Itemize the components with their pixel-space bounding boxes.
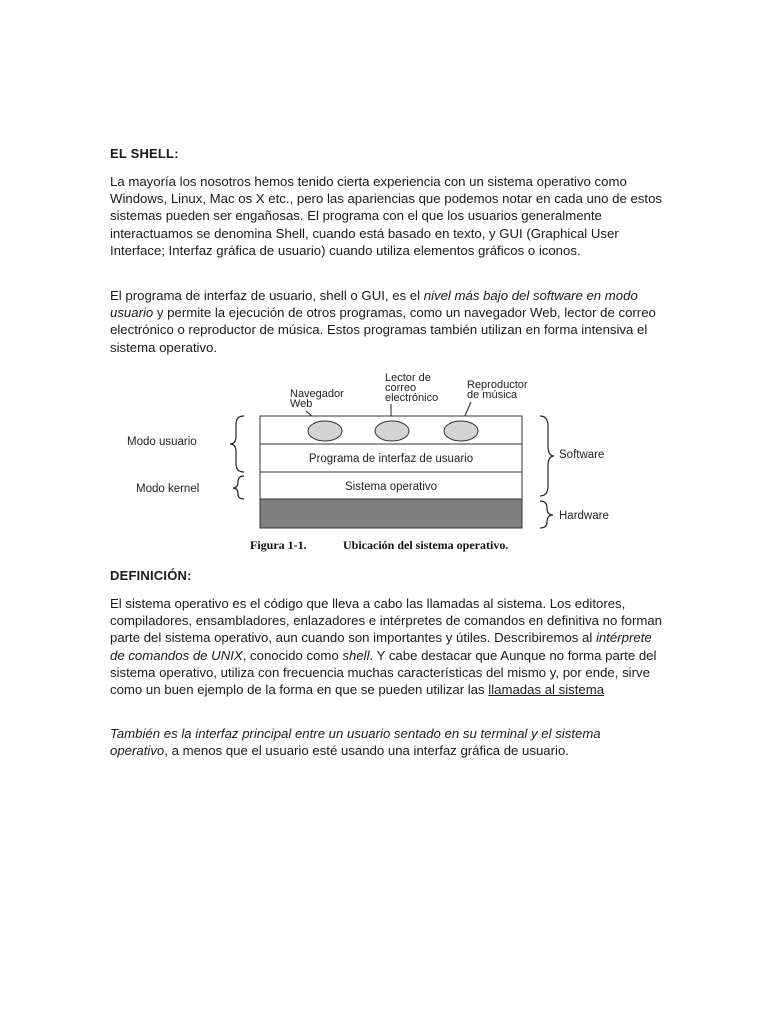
- section-heading-shell: EL SHELL:: [110, 146, 179, 161]
- layer-label-interfaz: Programa de interfaz de usuario: [308, 453, 474, 465]
- label-reproductor-line2: de música: [467, 389, 518, 401]
- os-layers-figure: [120, 370, 640, 565]
- app-lector-oval: [375, 421, 409, 441]
- figure-caption-number: Figura 1-1.: [250, 538, 307, 552]
- italic-text: nivel más bajo del software en modo usuario: [110, 288, 638, 321]
- italic-text: También es la interfaz principal entre un usuario sentado en su terminal y el sistema operativo: [110, 726, 601, 759]
- text-run: El programa de interfaz de usuario, shell o GUI, es el: [110, 288, 424, 303]
- paragraph-shell-definition: [110, 287, 662, 356]
- app-reproductor-oval: [444, 421, 478, 441]
- label-software: Software: [559, 449, 605, 461]
- section-heading-definicion: DEFINICIÓN:: [110, 568, 192, 583]
- brace-modo-usuario: [230, 416, 244, 472]
- italic-text: intérprete de comandos de UNIX: [110, 630, 652, 663]
- brace-modo-kernel: [233, 476, 244, 499]
- app-navegador-oval: [308, 421, 342, 441]
- layer-label-so: Sistema operativo: [344, 481, 438, 493]
- label-modo-kernel: Modo kernel: [136, 483, 200, 495]
- label-reproductor-line1: Reproductor: [467, 379, 528, 391]
- llamadas-link[interactable]: llamadas al sistema: [488, 682, 605, 698]
- label-navegador-line2: Web: [290, 398, 313, 410]
- brace-software: [540, 416, 554, 496]
- paragraph-shell-intro: La mayoría los nosotros hemos tenido cierta experiencia con un sistema operativo como Windows, Linux, Mac os X etc., pero las apariencias que podemos notar en cada uno de estos sistemas pueden ser engañosas. El programa con el que los usuarios generalmente interactuamos se denomina Shell, cuando está basado en texto, y GUI (Graphical User Interface; Interfaz gráfica de usuario) cuando utiliza elementos gráficos o iconos.: [110, 174, 662, 258]
- paragraph-interfaz-principal: [110, 725, 662, 759]
- paragraph-definicion: [110, 595, 662, 698]
- figure-caption-text: Ubicación del sistema operativo.: [343, 538, 509, 552]
- label-navegador-line1: Navegador: [290, 388, 344, 400]
- text-run: , a menos que el usuario esté usando una interfaz gráfica de usuario.: [164, 743, 569, 759]
- label-modo-usuario: Modo usuario: [127, 436, 197, 448]
- text-run: El sistema operativo es el código que lleva a cabo las llamadas al sistema. Los editores, compiladores, ensambladores, enlazadores e intérpretes de comandos en definitiva no forman parte del sistema operativo, aun cuando son importantes y útiles. Describiremos al: [110, 596, 662, 646]
- italic-text: shell: [342, 647, 370, 663]
- os-layers-diagram: [120, 370, 640, 560]
- hardware-layer: [260, 499, 522, 528]
- text-run: y permite la ejecución de otros programas, como un navegador Web, lector de correo electrónico o reproductor de música. Estos programas también utilizan en forma intensiva el sistema operativo.: [110, 305, 656, 355]
- text-run: . Y cabe destacar que Aunque no forma parte del sistema operativo, utiliza con frecuencia muchas características del mismo y, por ende, sirve como un buen ejemplo de la forma en que se pueden utilizar las: [110, 647, 657, 698]
- text-run: , conocido como: [242, 647, 343, 663]
- label-lector-line3: electrónico: [385, 392, 439, 404]
- label-hardware: Hardware: [559, 510, 609, 522]
- brace-hardware: [540, 501, 553, 528]
- label-lector-line2: correo: [385, 382, 417, 394]
- label-lector-line1: Lector de: [385, 372, 431, 384]
